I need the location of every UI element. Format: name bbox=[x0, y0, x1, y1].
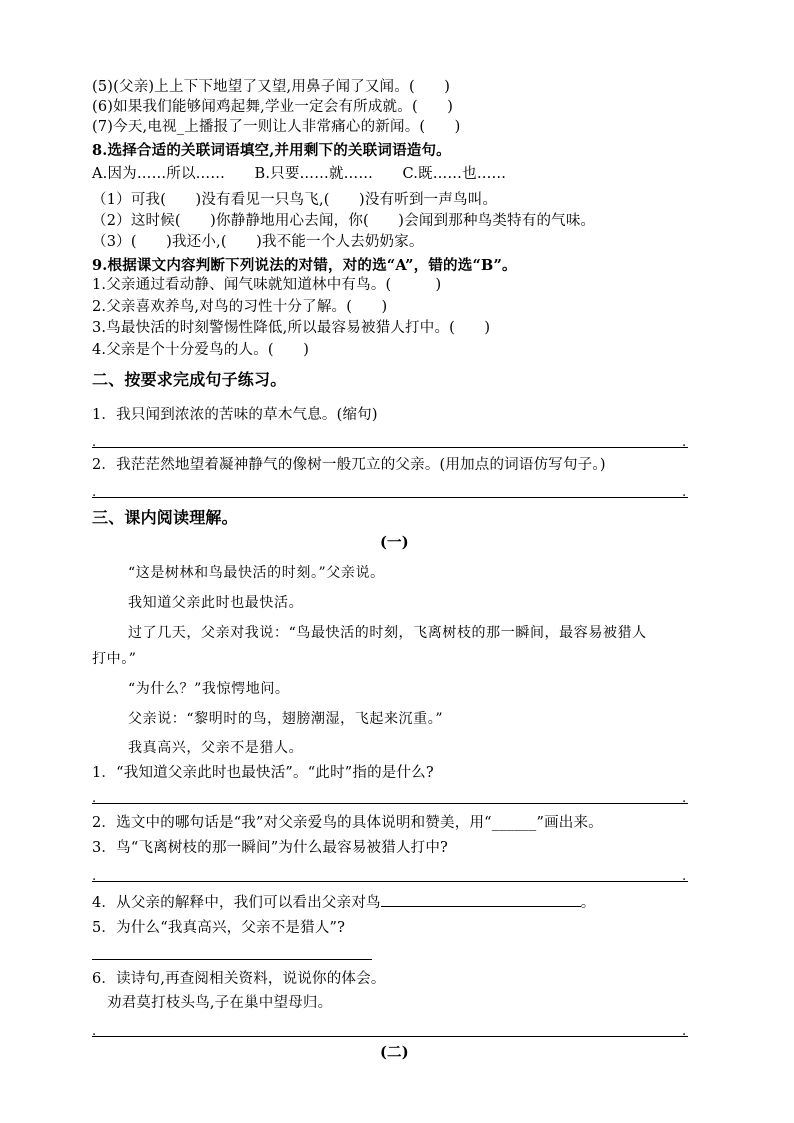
answer-line-start-dot: . bbox=[92, 869, 97, 884]
answer-line-end-dot: . bbox=[682, 869, 687, 884]
passage-line-5: “为什么？”我惊愕地问。 bbox=[128, 681, 290, 697]
q5-sentence: (5)(父亲)上上下下地望了又望,用鼻子闻了又闻。( ) bbox=[92, 79, 451, 95]
reading-q2: 2．选文中的哪句话是“我”对父亲爱鸟的具体说明和赞美，用“______”画出来。 bbox=[92, 815, 603, 831]
answer-line-end-dot: . bbox=[682, 435, 687, 450]
passage-line-4: 打中。” bbox=[92, 651, 137, 667]
q6-sentence: (6)如果我们能够闻鸡起舞,学业一定会有所成就。( ) bbox=[92, 99, 454, 115]
answer-line[interactable] bbox=[92, 803, 688, 804]
reading-q6: 6．读诗句,再查阅相关资料，说说你的体会。 bbox=[92, 971, 386, 987]
q9-item-1: 1.父亲通过看动静、闻气味就知道林中有鸟。( ) bbox=[92, 277, 442, 293]
q8-title: 8.选择合适的关联词语填空,并用剩下的关联词语造句。 bbox=[92, 142, 451, 159]
answer-line[interactable] bbox=[92, 447, 688, 448]
q8-item-1: （1）可我( )没有看见一只鸟飞,( )没有听到一声鸟叫。 bbox=[92, 192, 498, 208]
q7-sentence: (7)今天,电视_上播报了一则让人非常痛心的新闻。( ) bbox=[92, 119, 461, 135]
q9-item-4: 4.父亲是个十分爱鸟的人。( ) bbox=[92, 342, 310, 358]
answer-line[interactable] bbox=[92, 1036, 688, 1037]
reading-q5: 5．为什么“我真高兴，父亲不是猎人”? bbox=[92, 920, 346, 936]
section-two-item-1: 1．我只闻到浓浓的苦味的草木气息。(缩句) bbox=[92, 407, 378, 423]
answer-line[interactable] bbox=[92, 497, 688, 498]
q9-item-2: 2.父亲喜欢养鸟,对鸟的习性十分了解。( ) bbox=[92, 299, 388, 315]
answer-line-end-dot: . bbox=[682, 1024, 687, 1039]
answer-line-start-dot: . bbox=[92, 1024, 97, 1039]
q4-fill-blank[interactable] bbox=[381, 892, 581, 907]
q9-title: 9.根据课文内容判断下列说法的对错，对的选“A”，错的选“B”。 bbox=[92, 257, 517, 274]
q9-item-3: 3.鸟最快活的时刻警惕性降低,所以最容易被猎人打中。( ) bbox=[92, 320, 491, 336]
passage-line-2: 我知道父亲此时也最快活。 bbox=[128, 595, 304, 611]
q8-item-3: （3）( )我还小,( )我不能一个人去奶奶家。 bbox=[92, 234, 424, 250]
poem-line: 劝君莫打枝头鸟,子在巢中望母归。 bbox=[107, 995, 333, 1011]
answer-line-short[interactable] bbox=[92, 959, 372, 960]
passage-two-label: (二) bbox=[380, 1044, 409, 1061]
answer-line-end-dot: . bbox=[682, 485, 687, 500]
reading-q1: 1．“我知道父亲此时也最快活”。“此时”指的是什么? bbox=[92, 765, 434, 781]
answer-line-start-dot: . bbox=[92, 485, 97, 500]
answer-line-start-dot: . bbox=[92, 791, 97, 806]
section-two-title: 二、按要求完成句子练习。 bbox=[92, 370, 287, 389]
passage-line-1: “这是树林和鸟最快活的时刻。”父亲说。 bbox=[128, 565, 385, 581]
answer-line-end-dot: . bbox=[682, 791, 687, 806]
answer-line-start-dot: . bbox=[92, 435, 97, 450]
q8-options: A.因为……所以…… B.只要……就…… C.既……也…… bbox=[92, 166, 507, 182]
passage-line-3: 过了几天，父亲对我说：“鸟最快活的时刻，飞离树枝的那一瞬间，最容易被猎人 bbox=[128, 625, 647, 641]
passage-line-6: 父亲说：“黎明时的鸟，翅膀潮湿，飞起来沉重。” bbox=[128, 711, 444, 727]
passage-line-7: 我真高兴，父亲不是猎人。 bbox=[128, 740, 304, 756]
reading-q4-end: 。 bbox=[580, 895, 596, 911]
answer-line[interactable] bbox=[92, 881, 688, 882]
section-three-title: 三、课内阅读理解。 bbox=[92, 508, 238, 527]
reading-q3: 3．鸟“飞离树枝的那一瞬间”为什么最容易被猎人打中? bbox=[92, 840, 449, 856]
q8-item-2: （2）这时候( )你静静地用心去闻，你( )会闻到那种鸟类特有的气味。 bbox=[92, 213, 596, 229]
passage-one-label: (一) bbox=[380, 534, 409, 551]
reading-q4-text: 4．从父亲的解释中，我们可以看出父亲对鸟 bbox=[92, 895, 381, 911]
section-two-item-2: 2．我茫茫然地望着凝神静气的像树一般兀立的父亲。(用加点的词语仿写句子。) bbox=[92, 457, 606, 473]
reading-q4 bbox=[92, 892, 595, 913]
